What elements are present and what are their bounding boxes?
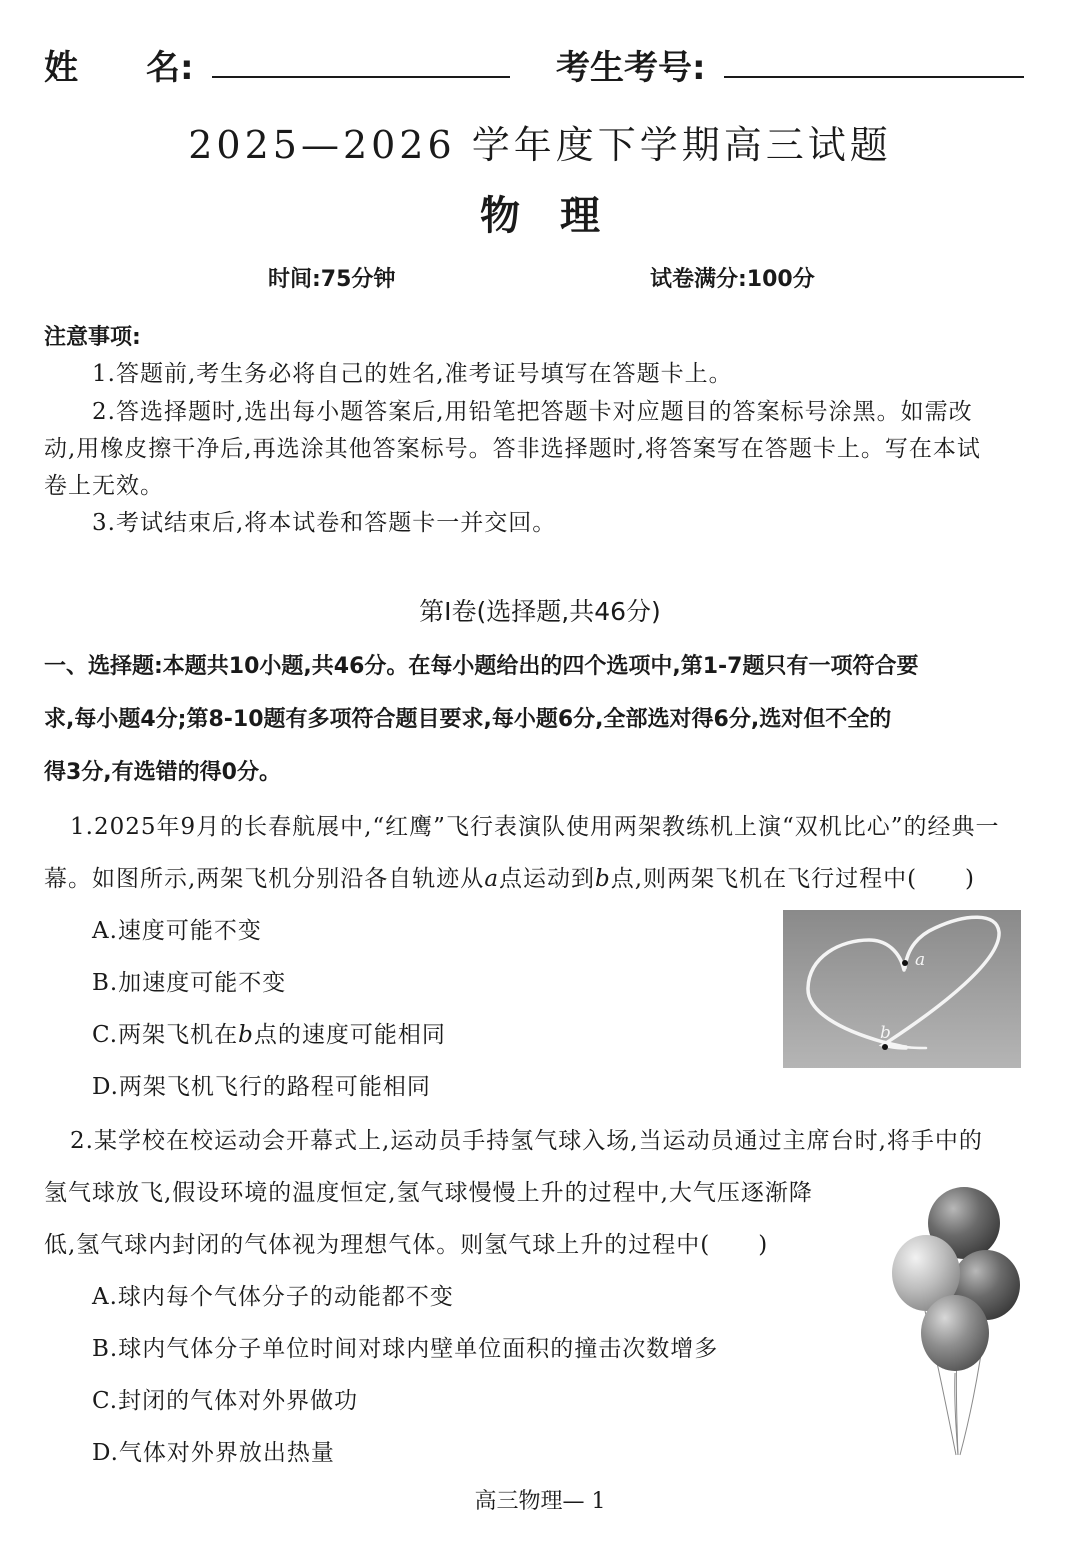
q2-balloons-figure: [888, 1185, 1028, 1465]
q1-point-a: a: [484, 866, 500, 892]
q2-stem-line3: 低,氢气球内封闭的气体视为理想气体。则氢气球上升的过程中( ): [44, 1232, 769, 1258]
point-a-marker: [902, 960, 908, 966]
q1-stem-line2: [44, 860, 975, 893]
name-label: 姓 名:: [44, 48, 194, 88]
note-item-2-line2: 动,用橡皮擦干净后,再选涂其他答案标号。答非选择题时,将答案写在答题卡上。写在本试: [44, 436, 981, 462]
balloon-bottom: [921, 1295, 989, 1371]
q1-stem-line2-pre: 幕。如图所示,两架飞机分别沿各自轨迹从: [44, 866, 485, 892]
note-item-2-line1: 2.答选择题时,选出每小题答案后,用铅笔把答题卡对应题目的答案标号涂黑。如需改: [92, 399, 973, 425]
name-blank-line[interactable]: [212, 76, 510, 78]
figure-label-b: b: [880, 1023, 891, 1043]
q2-stem-line1: 2.某学校在校运动会开幕式上,运动员手持氢气球入场,当运动员通过主席台时,将手中的: [70, 1128, 983, 1154]
q2-option-b[interactable]: B.球内气体分子单位时间对球内壁单位面积的撞击次数增多: [92, 1336, 719, 1362]
section-instructions-line3: 得3分,有选错的得0分。: [44, 760, 281, 785]
exam-title: 2025—2026 学年度下学期高三试题: [188, 123, 892, 167]
q1-option-c-point: b: [238, 1022, 254, 1048]
q1-option-c-post: 点的速度可能相同: [253, 1022, 446, 1048]
point-b-marker: [882, 1044, 888, 1050]
figure-sky-background: [783, 910, 1021, 1068]
trajectory-exit: [906, 1047, 926, 1048]
student-id-blank-line[interactable]: [724, 76, 1024, 78]
notes-heading: 注意事项:: [44, 325, 141, 350]
q2-option-a[interactable]: A.球内每个气体分子的动能都不变: [92, 1284, 454, 1310]
section-title: 第Ⅰ卷(选择题,共46分): [419, 597, 661, 626]
section-instructions-line1: 一、选择题:本题共10小题,共46分。在每小题给出的四个选项中,第1-7题只有一项符合要: [44, 654, 919, 679]
q1-option-c[interactable]: [92, 1016, 446, 1049]
note-item-3: 3.考试结束后,将本试卷和答题卡一并交回。: [92, 510, 557, 536]
note-item-1: 1.答题前,考生务必将自己的姓名,准考证号填写在答题卡上。: [92, 361, 733, 387]
note-item-2-line3: 卷上无效。: [44, 473, 164, 499]
exam-time: 时间:75分钟: [268, 267, 396, 292]
q2-option-d[interactable]: D.气体对外界放出热量: [92, 1440, 335, 1466]
q1-stem-line2-mid: 点运动到: [499, 866, 596, 892]
figure-label-a: a: [915, 950, 926, 970]
q2-stem-line2: 氢气球放飞,假设环境的温度恒定,氢气球慢慢上升的过程中,大气压逐渐降: [44, 1180, 813, 1206]
q1-stem-line1: 1.2025年9月的长春航展中,“红鹰”飞行表演队使用两架教练机上演“双机比心”的经典一: [70, 814, 1000, 840]
q1-stem-line2-post: 点,则两架飞机在飞行过程中( ): [610, 866, 976, 892]
section-instructions-line2: 求,每小题4分;第8-10题有多项符合题目要求,每小题6分,全部选对得6分,选对但不全的: [44, 707, 892, 732]
q1-option-b[interactable]: B.加速度可能不变: [92, 970, 287, 996]
q1-option-d[interactable]: D.两架飞机飞行的路程可能相同: [92, 1074, 431, 1100]
student-id-label: 考生考号:: [556, 48, 706, 88]
q1-option-c-pre: C.两架飞机在: [92, 1022, 239, 1048]
full-score: 试卷满分:100分: [650, 267, 815, 292]
q1-point-b: b: [595, 866, 611, 892]
q1-option-a[interactable]: A.速度可能不变: [92, 918, 262, 944]
page-footer: 高三物理— 1: [474, 1489, 606, 1514]
q1-heart-trajectory-figure: [783, 910, 1021, 1068]
subject-title: 物 理: [480, 193, 600, 239]
q2-option-c[interactable]: C.封闭的气体对外界做功: [92, 1388, 359, 1414]
